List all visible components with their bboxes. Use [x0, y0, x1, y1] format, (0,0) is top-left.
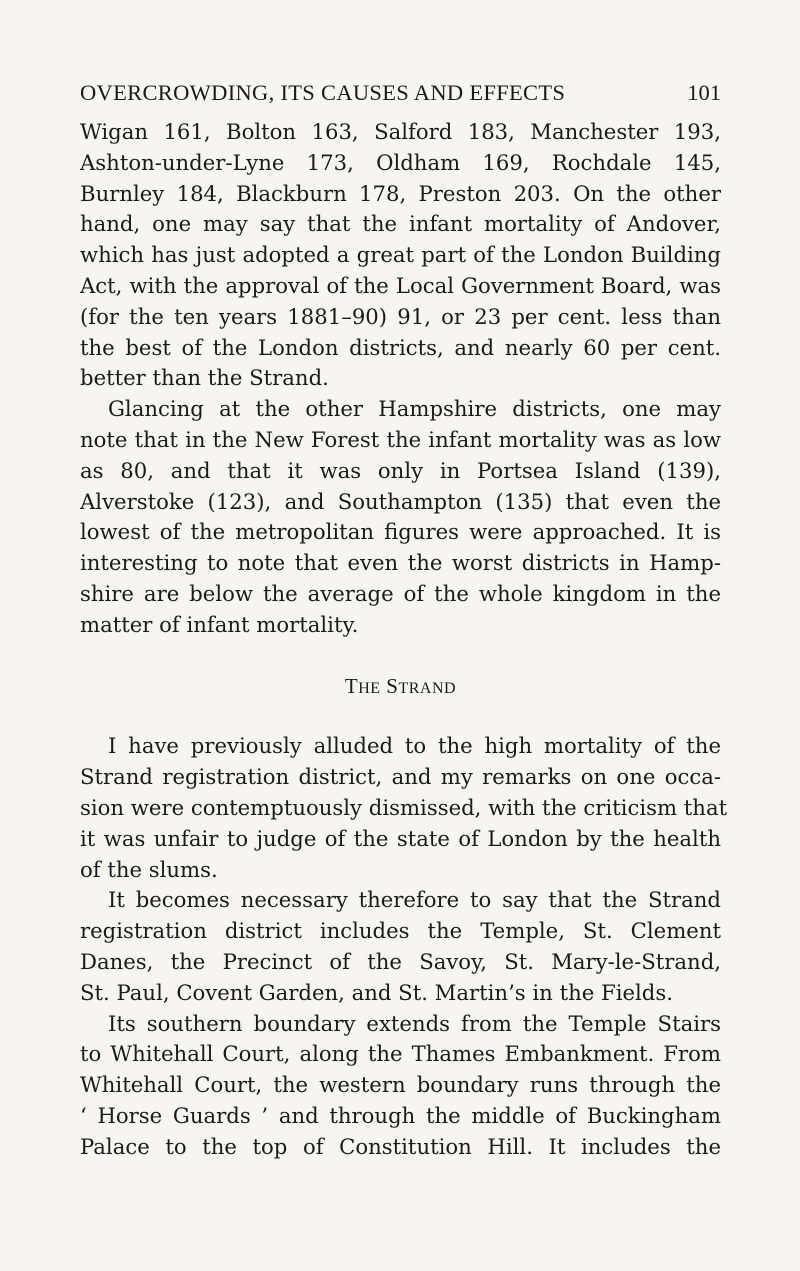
text-line: Strand registration district, and my remarks on one occa- [80, 764, 721, 790]
text-line: lowest of the metropolitan figures were approached. It is [80, 519, 721, 545]
text-line: Act, with the approval of the Local Government Board, was [80, 272, 721, 298]
paragraph-3 [80, 731, 728, 885]
heading-cap: T [344, 673, 359, 698]
text-line: better than the Strand. [80, 365, 329, 391]
text-line: It becomes necessary therefore to say that the Strand [108, 887, 721, 913]
text-line: sion were contemptuously dismissed, with the criticism that [80, 794, 728, 820]
paragraph-2 [80, 394, 721, 640]
text-line: Danes, the Precinct of the Savoy, St. Mary-le-Strand, [80, 948, 721, 974]
paragraph-5 [80, 1009, 721, 1163]
text-line: (for the ten years 1881–90) 91, or 23 per cent. less than [80, 303, 721, 329]
heading-smallcaps: TRAND [398, 679, 457, 697]
running-head [80, 80, 721, 110]
text-line: Whitehall Court, the western boundary runs through the [80, 1072, 721, 1098]
heading-smallcaps: HE [358, 679, 381, 697]
text-line: I have previously alluded to the high mortality of the [108, 733, 721, 759]
text-line: the best of the London districts, and nearly 60 per cent. [80, 334, 721, 360]
text-line: St. Paul, Covent Garden, and St. Martin’s in the Fields. [80, 979, 673, 1005]
text-line: Palace to the top of Constitution Hill. It includes the [80, 1133, 721, 1159]
text-line: Burnley 184, Blackburn 178, Preston 203. On the other [80, 180, 721, 206]
text-line: matter of infant mortality. [80, 611, 359, 637]
text-line: Glancing at the other Hampshire districts, one may [108, 396, 721, 422]
paragraph-4 [80, 885, 721, 1008]
text-line: registration district includes the Temple, St. Clement [80, 918, 721, 944]
paragraph-1 [80, 117, 721, 394]
text-line: of the slums. [80, 856, 218, 882]
text-line: ‘ Horse Guards ’ and through the middle of Buckingham [80, 1102, 721, 1128]
running-head-title: OVERCROWDING, ITS CAUSES AND EFFECTS [80, 80, 566, 105]
text-line: as 80, and that it was only in Portsea Island (139), [80, 457, 721, 483]
text-line: shire are below the average of the whole kingdom in the [80, 580, 721, 606]
text-line: it was unfair to judge of the state of London by the health [80, 825, 721, 851]
section-heading [80, 671, 721, 702]
page-number: 101 [687, 80, 721, 105]
text-line: to Whitehall Court, along the Thames Embankment. From [80, 1041, 721, 1067]
text-line: Its southern boundary extends from the Temple Stairs [108, 1010, 721, 1036]
text-line: interesting to note that even the worst districts in Hamp- [80, 550, 721, 576]
body-text [80, 117, 728, 1163]
text-line: which has just adopted a great part of the London Building [80, 242, 721, 268]
text-line: Wigan 161, Bolton 163, Salford 183, Manchester 193, [80, 119, 721, 144]
text-line: hand, one may say that the infant mortality of Andover, [80, 211, 721, 237]
text-line: Alverstoke (123), and Southampton (135) that even the [80, 488, 721, 514]
text-line: Ashton-under-Lyne 173, Oldham 169, Rochdale 145, [80, 149, 721, 175]
text-line: note that in the New Forest the infant mortality was as low [80, 426, 721, 452]
heading-cap: S [386, 673, 399, 698]
